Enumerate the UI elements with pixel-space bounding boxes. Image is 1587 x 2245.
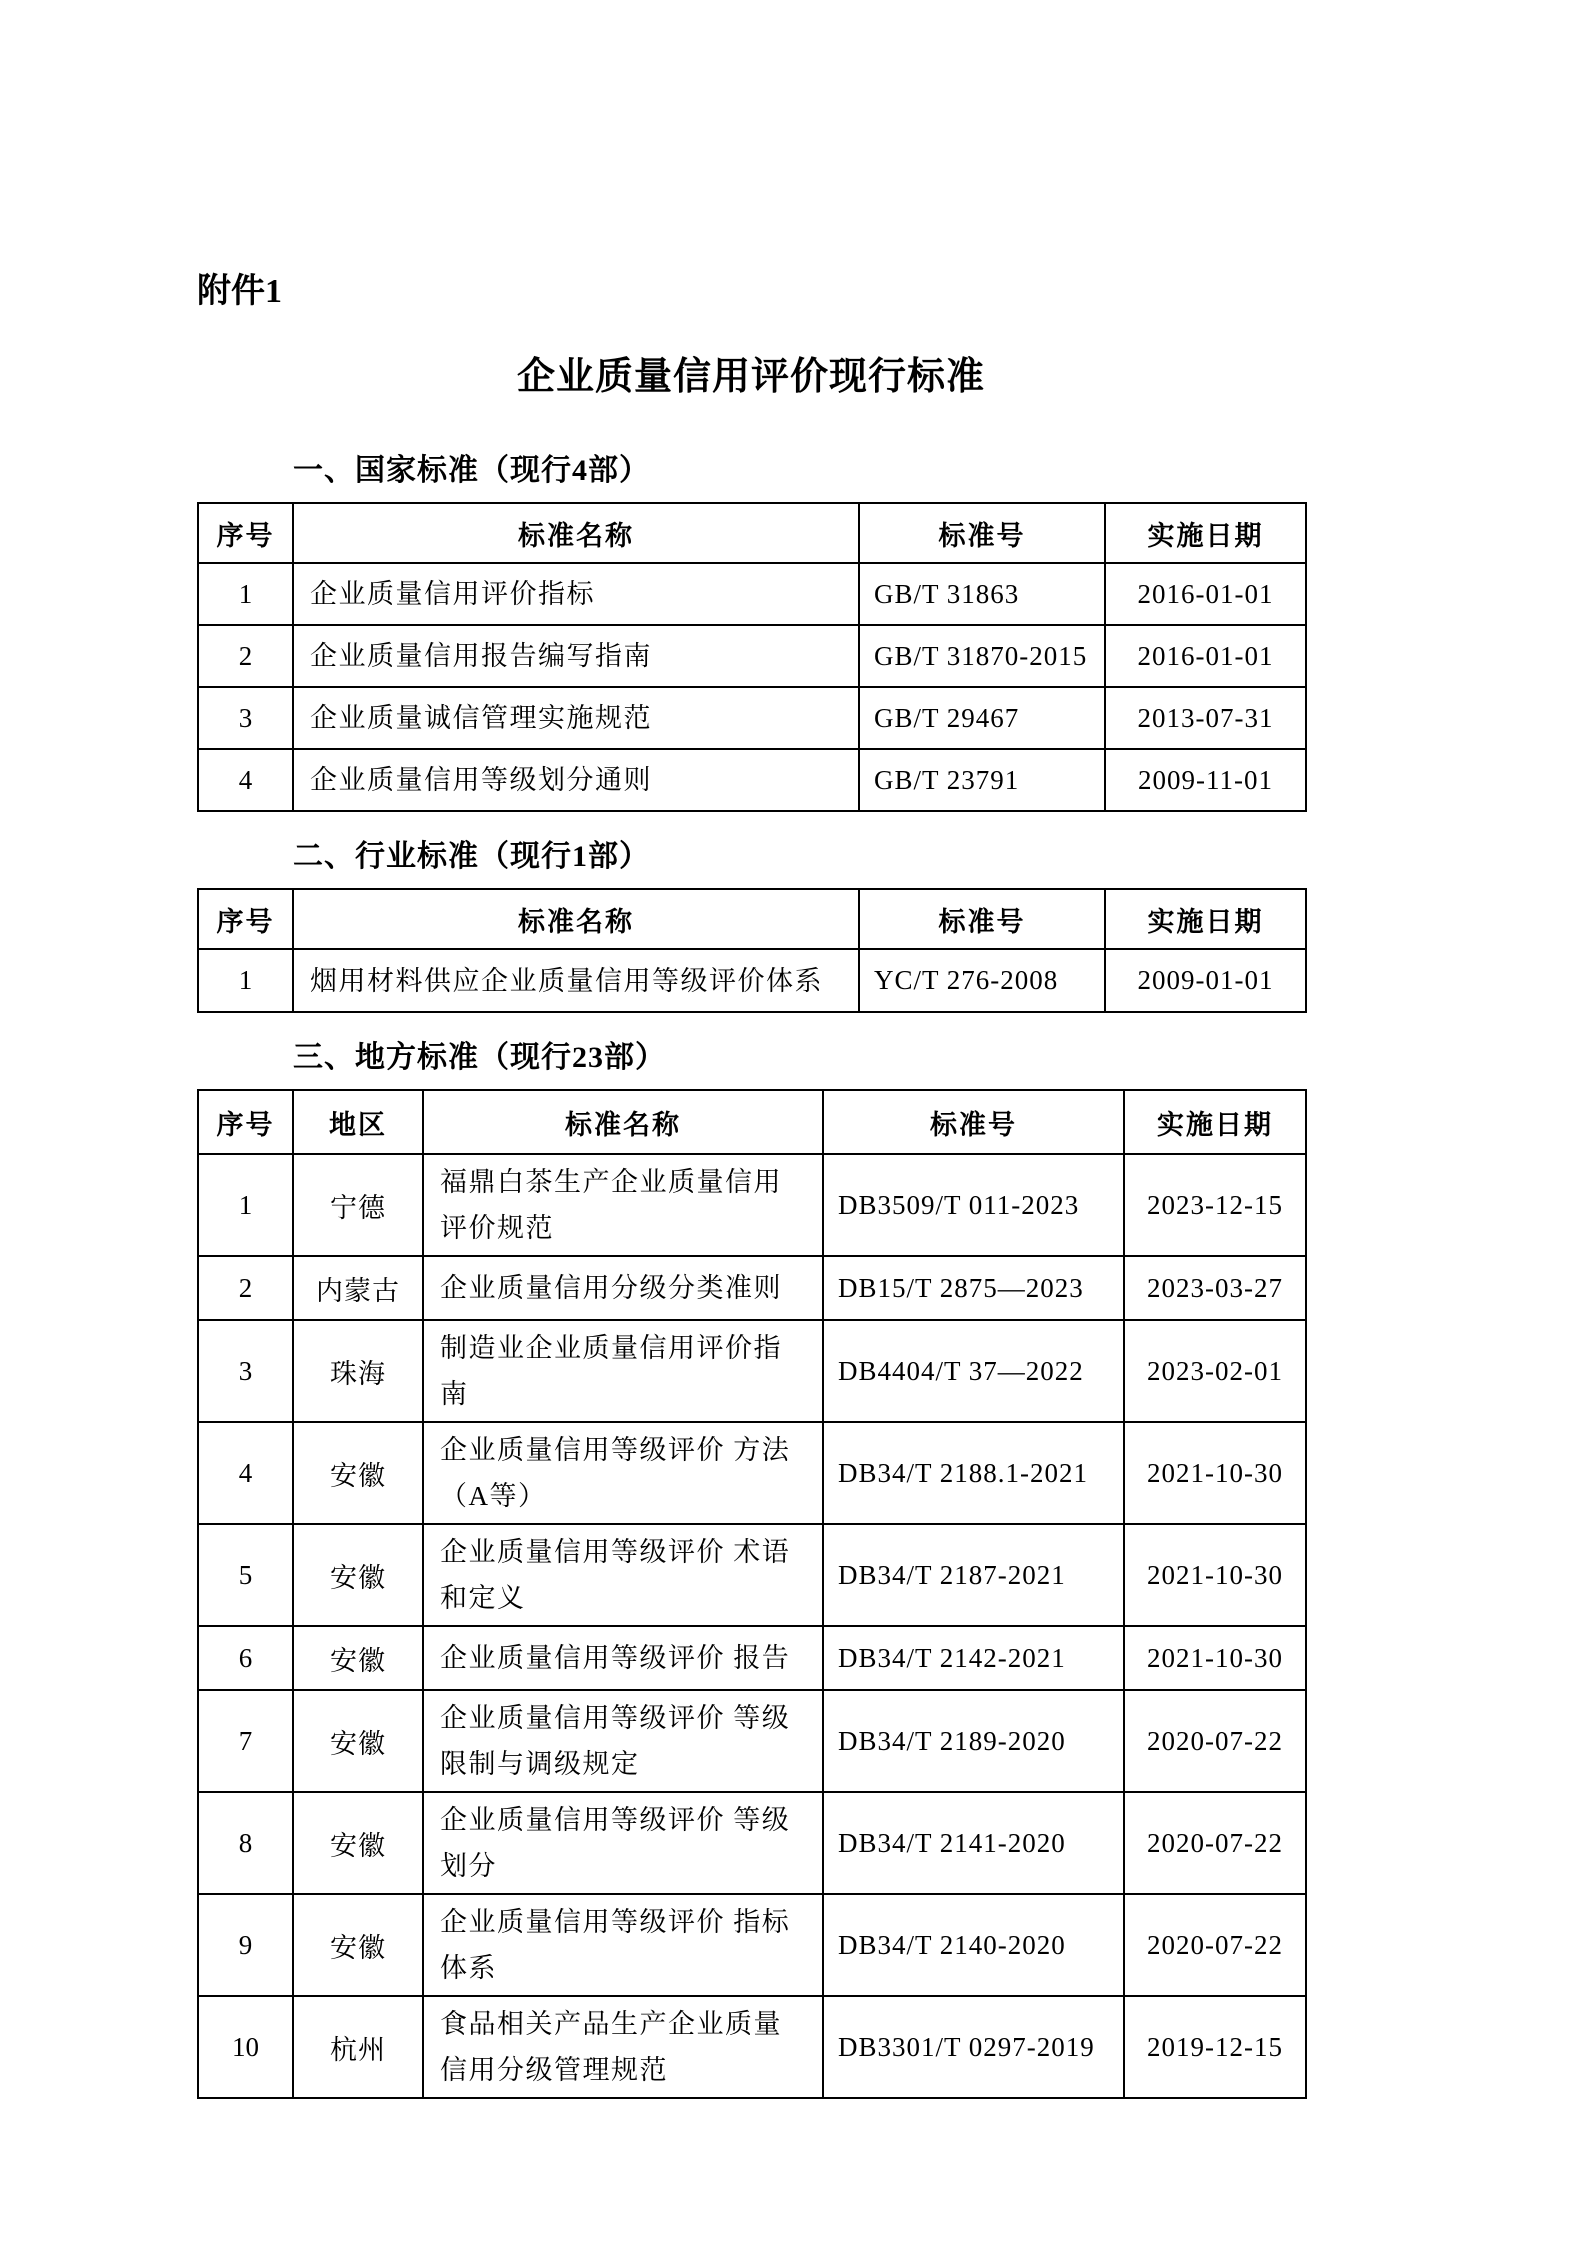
cell-date: 2009-11-01 — [1105, 749, 1306, 811]
column-header-code: 标准号 — [859, 503, 1105, 563]
table-row — [198, 1320, 1306, 1422]
table-row — [198, 625, 1306, 687]
table-header-row — [198, 1090, 1306, 1154]
column-header-num: 序号 — [198, 503, 293, 563]
cell-code: DB3301/T 0297-2019 — [823, 1996, 1124, 2098]
column-header-region: 地区 — [293, 1090, 423, 1154]
cell-region: 安徽 — [293, 1524, 423, 1626]
cell-code: DB34/T 2141-2020 — [823, 1792, 1124, 1894]
cell-date: 2023-03-27 — [1124, 1256, 1306, 1320]
cell-num: 5 — [198, 1524, 293, 1626]
cell-name: 企业质量信用等级评价 术语和定义 — [423, 1524, 823, 1626]
cell-name: 企业质量信用分级分类准则 — [423, 1256, 823, 1320]
column-header-num: 序号 — [198, 889, 293, 949]
cell-num: 4 — [198, 1422, 293, 1524]
column-header-name: 标准名称 — [293, 503, 859, 563]
cell-num: 8 — [198, 1792, 293, 1894]
table-row — [198, 1894, 1306, 1996]
table-header-row — [198, 503, 1306, 563]
cell-name: 企业质量信用报告编写指南 — [293, 625, 859, 687]
cell-num: 1 — [198, 949, 293, 1012]
cell-num: 2 — [198, 625, 293, 687]
cell-region: 宁德 — [293, 1154, 423, 1256]
cell-date: 2023-12-15 — [1124, 1154, 1306, 1256]
cell-code: GB/T 23791 — [859, 749, 1105, 811]
page-title: 企业质量信用评价现行标准 — [516, 356, 985, 398]
attachment-label: 附件1 — [197, 273, 282, 310]
table-row — [198, 749, 1306, 811]
table-row — [198, 687, 1306, 749]
cell-name: 企业质量信用等级评价 报告 — [423, 1626, 823, 1690]
cell-date: 2019-12-15 — [1124, 1996, 1306, 2098]
column-header-date: 实施日期 — [1124, 1090, 1306, 1154]
table-header-row — [198, 889, 1306, 949]
cell-name: 企业质量诚信管理实施规范 — [293, 687, 859, 749]
cell-date: 2013-07-31 — [1105, 687, 1306, 749]
column-header-date: 实施日期 — [1105, 889, 1306, 949]
cell-name: 企业质量信用等级评价 方法（A等） — [423, 1422, 823, 1524]
cell-name: 企业质量信用等级划分通则 — [293, 749, 859, 811]
cell-region: 安徽 — [293, 1792, 423, 1894]
cell-region: 杭州 — [293, 1996, 423, 2098]
table-row — [198, 949, 1306, 1012]
column-header-name: 标准名称 — [293, 889, 859, 949]
table-row — [198, 1792, 1306, 1894]
cell-num: 2 — [198, 1256, 293, 1320]
cell-name: 企业质量信用评价指标 — [293, 563, 859, 625]
cell-region: 安徽 — [293, 1894, 423, 1996]
cell-region: 安徽 — [293, 1690, 423, 1792]
table-row — [198, 1996, 1306, 2098]
table-national-standards — [197, 502, 1307, 812]
cell-name: 食品相关产品生产企业质量信用分级管理规范 — [423, 1996, 823, 2098]
table-row — [198, 1154, 1306, 1256]
cell-region: 珠海 — [293, 1320, 423, 1422]
cell-code: DB34/T 2189-2020 — [823, 1690, 1124, 1792]
cell-date: 2020-07-22 — [1124, 1690, 1306, 1792]
table-row — [198, 1626, 1306, 1690]
column-header-num: 序号 — [198, 1090, 293, 1154]
section-heading-industry-standards: 二、行业标准（现行1部） — [293, 840, 650, 873]
cell-date: 2016-01-01 — [1105, 625, 1306, 687]
cell-code: DB15/T 2875—2023 — [823, 1256, 1124, 1320]
cell-date: 2016-01-01 — [1105, 563, 1306, 625]
cell-code: DB3509/T 011-2023 — [823, 1154, 1124, 1256]
cell-num: 4 — [198, 749, 293, 811]
cell-name: 福鼎白茶生产企业质量信用评价规范 — [423, 1154, 823, 1256]
cell-code: YC/T 276-2008 — [859, 949, 1105, 1012]
cell-name: 企业质量信用等级评价 等级划分 — [423, 1792, 823, 1894]
cell-date: 2020-07-22 — [1124, 1792, 1306, 1894]
cell-num: 10 — [198, 1996, 293, 2098]
cell-name: 企业质量信用等级评价 等级限制与调级规定 — [423, 1690, 823, 1792]
cell-code: DB4404/T 37—2022 — [823, 1320, 1124, 1422]
cell-date: 2020-07-22 — [1124, 1894, 1306, 1996]
cell-region: 内蒙古 — [293, 1256, 423, 1320]
cell-code: GB/T 29467 — [859, 687, 1105, 749]
cell-code: DB34/T 2142-2021 — [823, 1626, 1124, 1690]
section-heading-local-standards: 三、地方标准（现行23部） — [293, 1041, 666, 1074]
column-header-code: 标准号 — [823, 1090, 1124, 1154]
table-industry-standards — [197, 888, 1307, 1013]
cell-num: 7 — [198, 1690, 293, 1792]
table-row — [198, 563, 1306, 625]
cell-code: GB/T 31870-2015 — [859, 625, 1105, 687]
cell-num: 3 — [198, 1320, 293, 1422]
cell-code: DB34/T 2187-2021 — [823, 1524, 1124, 1626]
cell-date: 2021-10-30 — [1124, 1422, 1306, 1524]
cell-name: 烟用材料供应企业质量信用等级评价体系 — [293, 949, 859, 1012]
cell-date: 2009-01-01 — [1105, 949, 1306, 1012]
table-row — [198, 1422, 1306, 1524]
cell-num: 1 — [198, 563, 293, 625]
table-row — [198, 1524, 1306, 1626]
column-header-name: 标准名称 — [423, 1090, 823, 1154]
table-local-standards — [197, 1089, 1307, 2099]
cell-date: 2023-02-01 — [1124, 1320, 1306, 1422]
cell-num: 1 — [198, 1154, 293, 1256]
cell-num: 9 — [198, 1894, 293, 1996]
section-heading-national-standards: 一、国家标准（现行4部） — [293, 454, 650, 487]
cell-num: 6 — [198, 1626, 293, 1690]
cell-region: 安徽 — [293, 1422, 423, 1524]
cell-date: 2021-10-30 — [1124, 1524, 1306, 1626]
cell-name: 企业质量信用等级评价 指标体系 — [423, 1894, 823, 1996]
cell-date: 2021-10-30 — [1124, 1626, 1306, 1690]
page-content — [197, 0, 1305, 2099]
cell-code: GB/T 31863 — [859, 563, 1105, 625]
cell-code: DB34/T 2188.1-2021 — [823, 1422, 1124, 1524]
cell-num: 3 — [198, 687, 293, 749]
table-row — [198, 1256, 1306, 1320]
column-header-date: 实施日期 — [1105, 503, 1306, 563]
table-row — [198, 1690, 1306, 1792]
column-header-code: 标准号 — [859, 889, 1105, 949]
cell-name: 制造业企业质量信用评价指南 — [423, 1320, 823, 1422]
cell-code: DB34/T 2140-2020 — [823, 1894, 1124, 1996]
cell-region: 安徽 — [293, 1626, 423, 1690]
